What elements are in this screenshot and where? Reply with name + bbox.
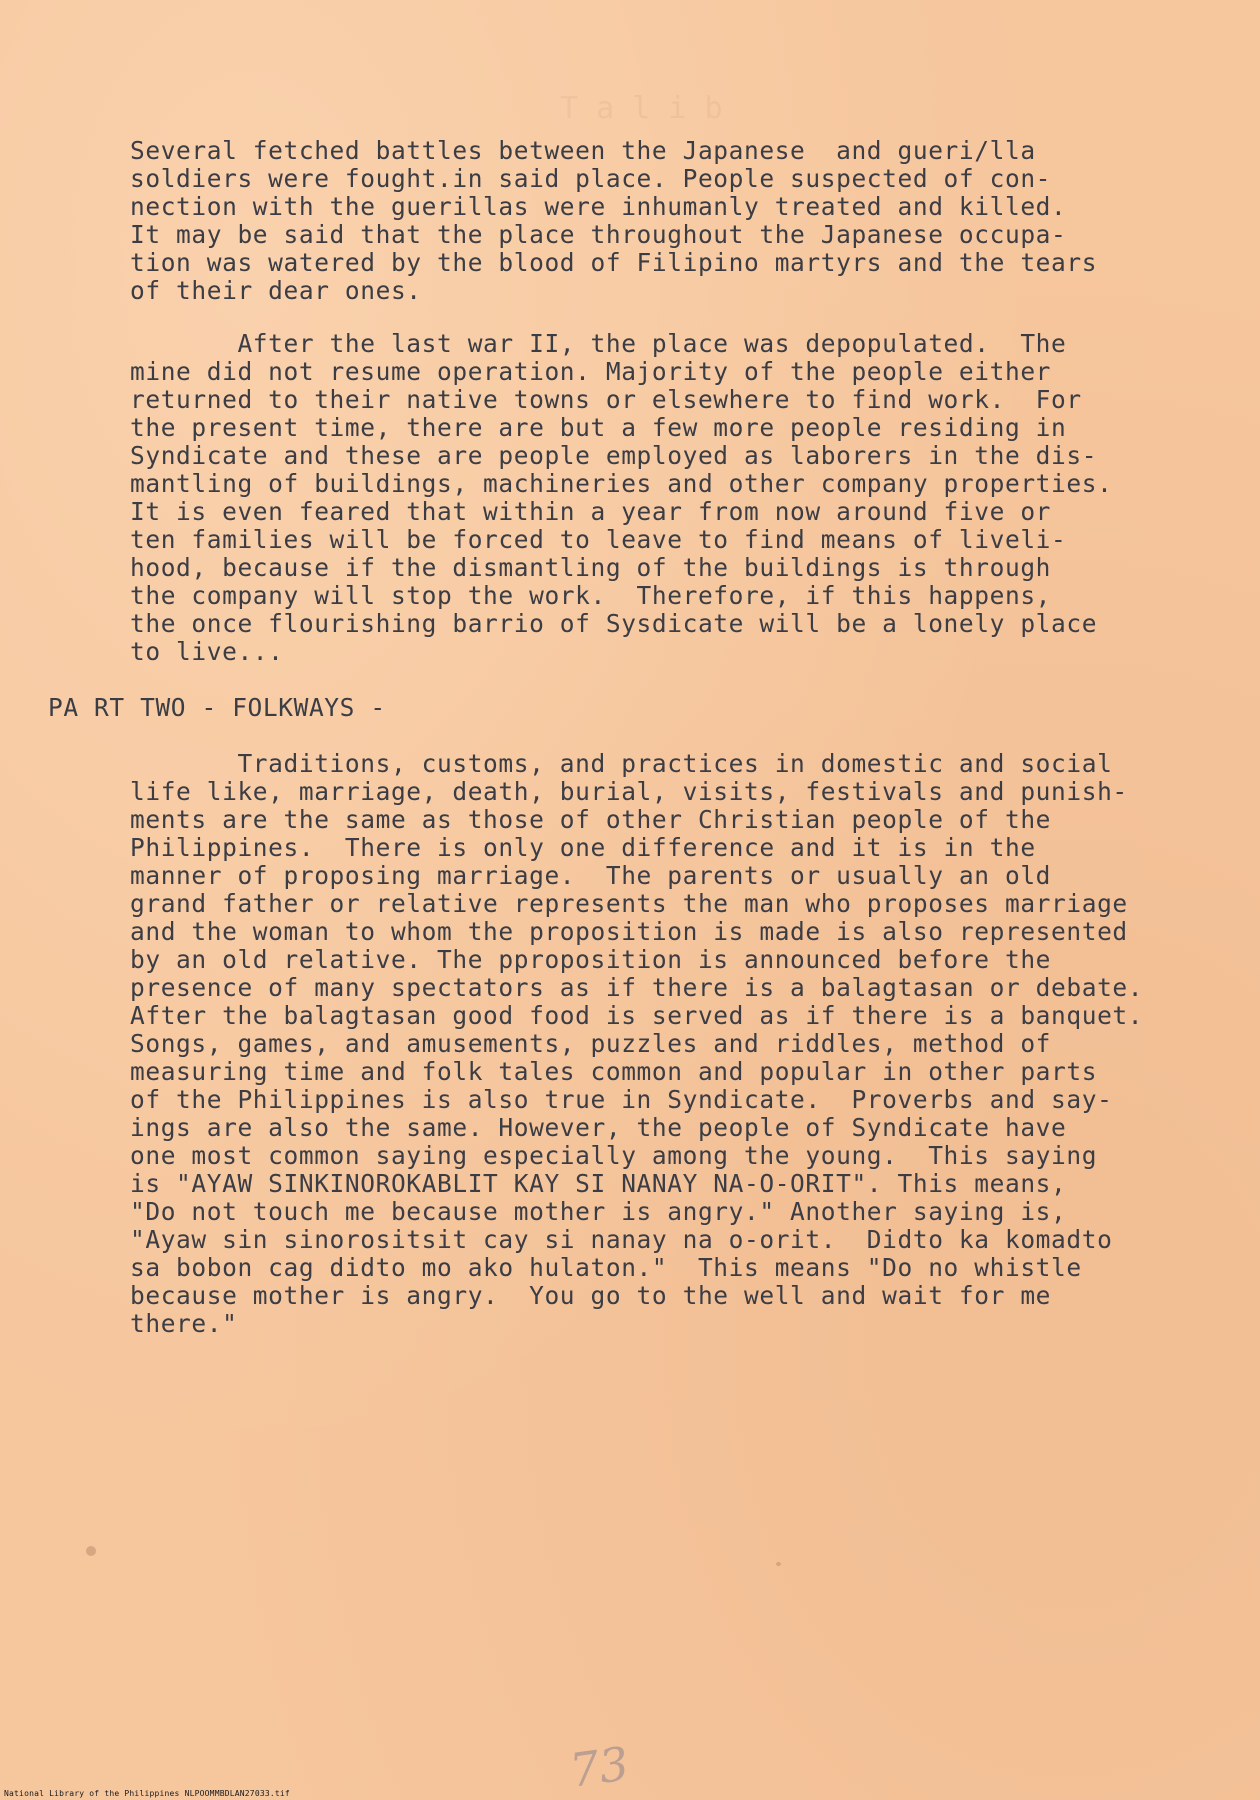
paragraph-war: Several fetched battles between the Japanese and gueri/lla soldiers were fought.in said place. People suspected of con- nection with the guerillas were inhumanly treated and killed. It may be said that the place throughout the Japanese occupa- tion was watered by the blood of Filipino martyrs and the tears of their dear ones. (130, 136, 1098, 305)
ink-spot (86, 1546, 96, 1556)
paragraph-folkways: Traditions, customs, and practices in domestic and social life like, marriage, death, burial, visits, festivals and punish- ments are the same as those of other Christian people of the Philippines. There is only one difference and it is in the manner of proposing marriage. The parents or usually an old grand father or relative represents the man who proposes marriage and the woman to whom the proposition is made is also represented by an old relative. The pproposition is announced before the presence of many spectators as if there is a balagtasan or debate. After the balagtasan good food is served as if there is a banquet. Songs, games, and amusements, puzzles and riddles, method of measuring time and folk tales common and popular in other parts of the Philippines is also true in Syndicate. Proverbs and say- ings are also the same. However, the people of Syndicate have one most common saying especially among the young. This saying is "AYAW SINKINOROKABLIT KAY SI NANAY NA-O-ORIT". This means, "Do not touch me because mother is angry." Another saying is, "Ayaw sin sinorositsit cay si nanay na o-orit. Didto ka komadto sa bobon cag didto mo ako hulaton." This means "Do no whistle because mother is angry. You go to the well and wait for me there." (130, 749, 1144, 1338)
page-number: 73 (566, 1736, 633, 1798)
ink-spot (776, 1562, 781, 1566)
paragraph-postwar: After the last war II, the place was depopulated. The mine did not resume operation. Majority of the people either returned to their native towns or elsewhere to find work. For the present time, there are but a few more people residing in Syndicate and these are people employed as laborers in the dis- mantling of buildings, machineries and other company properties. It is even feared that within a year from now around five or ten families will be forced to leave to find means of liveli- hood, because if the dismantling of the buildings is through the company will stop the work. Therefore, if this happens, the once flourishing barrio of Sysdicate will be a lonely place to live... (130, 329, 1113, 666)
archive-footer: National Library of the Philippines NLPOOMMBDLAN27033.tif (4, 1789, 290, 1798)
bleed-through-text: T a l i b (560, 91, 723, 126)
section-heading: PA RT TWO - FOLKWAYS - (48, 693, 386, 722)
